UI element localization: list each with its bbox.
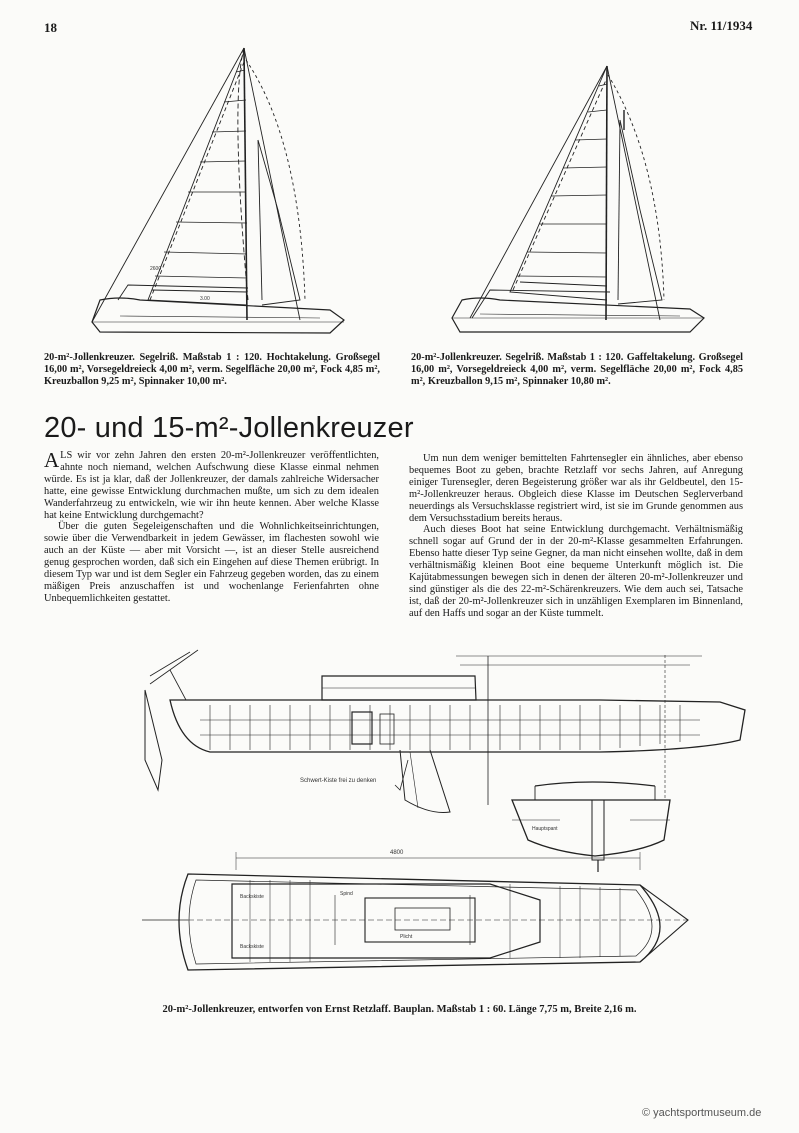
- watermark: © yachtsportmuseum.de: [642, 1107, 762, 1119]
- dropcap: A: [44, 448, 60, 472]
- drawing-note-keel: Schwert-Kiste frei zu denken: [300, 778, 377, 784]
- caption-construction-plan: 20-m²-Jollenkreuzer, entworfen von Ernst Retzlaff. Bauplan. Maßstab 1 : 60. Länge 7,75 m, Breite 2,16 m.: [162, 1004, 637, 1015]
- cross-section: [512, 782, 670, 872]
- article-headline: 20- und 15-m²-Jollenkreuzer: [44, 412, 414, 444]
- page-number: 18: [44, 20, 57, 35]
- issue-number: Nr. 11/1934: [690, 18, 753, 33]
- section-label: Hauptspant: [532, 826, 558, 832]
- paragraph-2: Über die guten Segeleigenschaften und die Wohnlichkeitseinrichtungen, sowie über die Verwendbarkeit in jedem Gewässer, im flachesten sowohl wie auch an der Küste — aber mit Vorsicht —, ist an dieser Stelle ausreichend genug gesprochen worden, daß sich ein Eingehen auf diese Themen erübrigt. In diesem Typ war und ist dem Segler ein Fahrzeug gegeben worden, das zu einem mäßigen Preis anzuschaffen ist und wochenlange Ferienfahrten ohne Unbequemlichkeiten gestattet.: [44, 521, 379, 604]
- svg-text:2600: 2600: [150, 266, 162, 272]
- svg-text:3.00: 3.00: [200, 296, 210, 302]
- label-plicht: Plicht: [400, 934, 413, 940]
- label-backskiste-top: Backskiste: [240, 894, 264, 900]
- label-backskiste-bottom: Backskiste: [240, 944, 264, 950]
- article-column-right: [409, 453, 743, 620]
- article-column-left: [44, 450, 379, 605]
- caption-sail-plan-left: 20-m²-Jollenkreuzer. Segelriß. Maßstab 1 : 120. Hochtakelung. Großsegel 16,00 m², Vorsegeldreieck 4,00 m², verm. Segelfläche 20,00 m², Fock 4,85 m², Kreuzballon 9,25 m², Spinnaker 10,00 m².: [44, 352, 380, 387]
- paragraph-4: Auch dieses Boot hat seine Entwicklung durchgemacht. Verhältnismäßig schnell sogar auf Grund der in der 20-m²-Klasse gesammelten Erfahrungen. Ebenso hatte dieser Typ seine Gegner, da man nicht einsehen wollte, daß in dem verhältnismäßig kleinen Boot eine bequeme Unterkunft möglich ist. Die Kajütabmessungen bewegen sich in denen der älteren 20-m²-Jollenkreuzer und sind günstiger als die des 22-m²-Schärenkreuzers. Wie dem auch sei, Tatsache ist, daß der 20-m²-Jollenkreuzer sich in unzähligen Exemplaren im Binnenland, auf den Haffs und sogar an der Küste tummelt.: [409, 524, 743, 619]
- deck-plan: [142, 850, 688, 970]
- sail-plan-left: [92, 48, 344, 333]
- paragraph-3: Um nun dem weniger bemittelten Fahrtensegler ein ähnliches, aber ebenso bequemes Boot zu geben, brachte Retzlaff vor sechs Jahren, auf Anregung einiger Turensegler, deren Begeisterung größer war als ihr Geldbeutel, den 15-m²-Jollenkreuzer heraus. Obgleich diese Klasse im Deutschen Seglerverband neuerdings als Versuchsklasse registriert wird, ist sie im Grunde genommen aus dem Versuchsstadium bereits heraus.: [409, 453, 743, 524]
- sail-plan-right: [452, 66, 704, 332]
- paragraph-1: LS wir vor zehn Jahren den ersten 20-m²-Jollenkreuzer veröffentlichten, ahnte noch niemand, welchen Aufschwung diese Klasse einmal nehmen würde. Es ist ja klar, daß der Jollenkreuzer, der damals zahlreiche Widersacher hatte, eine gewisse Entwicklung durchmachen mußte, um sich zu dem idealen Wanderfahrzeug zu entwickeln, wie wir ihn heute kennen. Aber welche Klasse hat keine Entwicklung durchgemacht?: [44, 450, 379, 521]
- label-spind: Spind: [340, 891, 353, 897]
- caption-sail-plan-right: 20-m²-Jollenkreuzer. Segelriß. Maßstab 1 : 120. Gaffeltakelung. Großsegel 16,00 m², Vorsegeldreieck 4,00 m², verm. Segelfläche 20,00 m², Fock 4,85 m², Kreuzballon 9,15 m², Spinnaker 10,80 m².: [411, 352, 743, 387]
- deck-dimension: 4800: [390, 850, 404, 856]
